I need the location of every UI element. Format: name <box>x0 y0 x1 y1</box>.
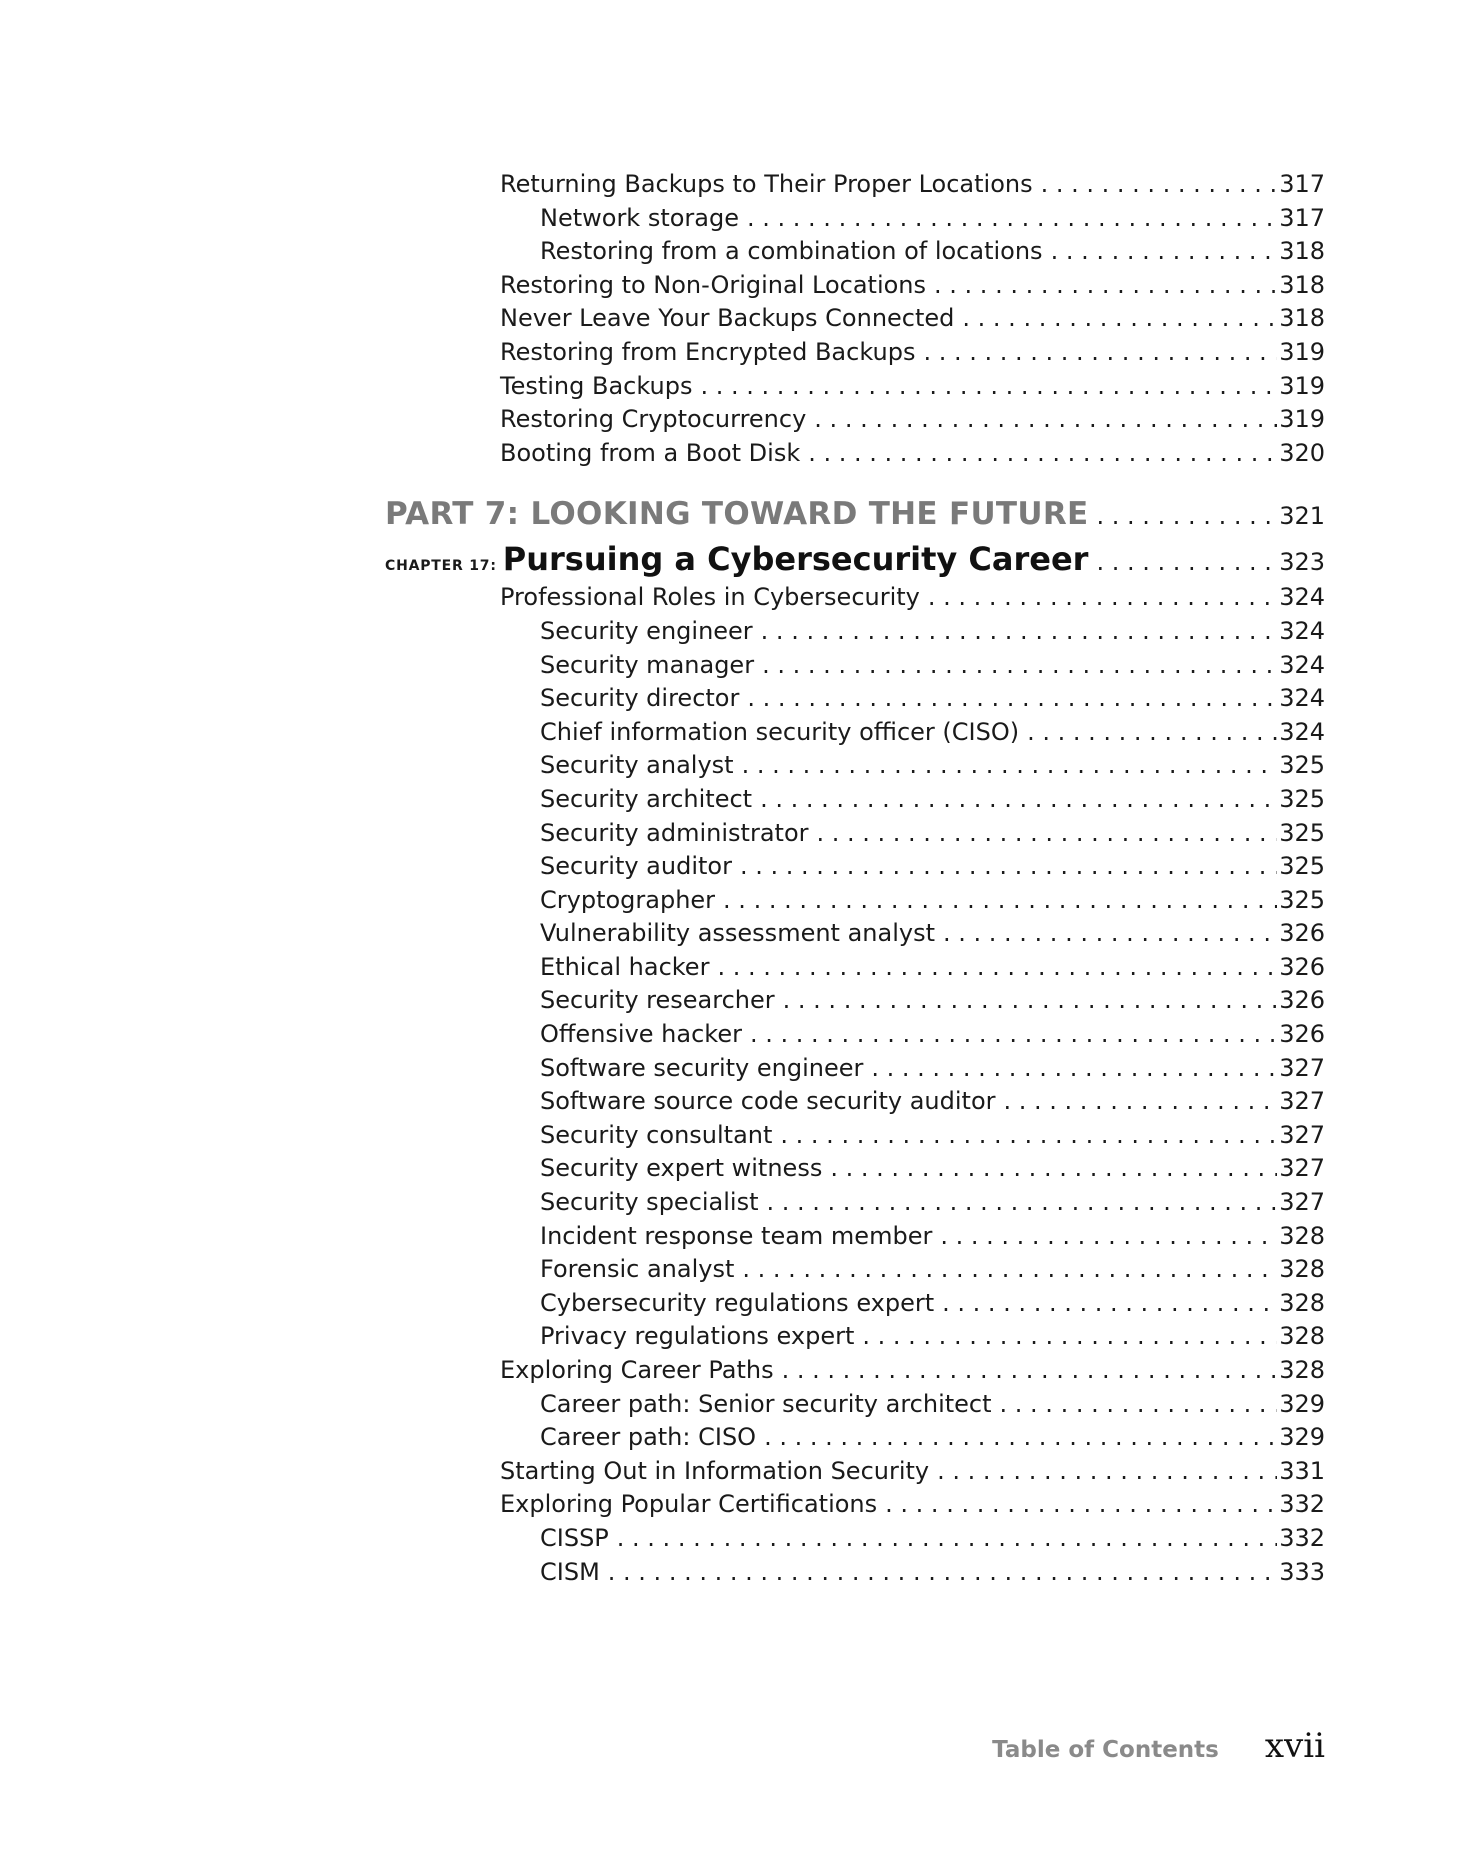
toc-section-entry <box>385 437 1325 471</box>
entry-page-number: 327 <box>1279 1120 1325 1149</box>
entry-page-number: 328 <box>1279 1255 1325 1284</box>
toc-subsection-entry <box>385 1253 1325 1287</box>
entry-page-number: 324 <box>1279 717 1325 746</box>
entry-page-number: 324 <box>1279 616 1325 645</box>
chapter-number: CHAPTER 17: <box>385 558 497 575</box>
entry-title: Offensive hacker <box>540 1020 742 1049</box>
dot-leader <box>871 1052 1277 1086</box>
entry-page-number: 328 <box>1279 1356 1325 1384</box>
toc-subsection-entry <box>385 649 1325 683</box>
entry-page-number: 317 <box>1279 203 1325 232</box>
toc-subsection-entry <box>385 884 1325 918</box>
entry-page-number: 326 <box>1279 919 1325 948</box>
toc-subsection-entry <box>385 1556 1325 1590</box>
footer-section-label: Table of Contents <box>992 1737 1219 1763</box>
entry-page-number: 327 <box>1279 1154 1325 1183</box>
dot-leader <box>928 581 1277 615</box>
toc-subsection-entry <box>385 1421 1325 1455</box>
entry-page-number: 323 <box>1279 548 1325 577</box>
entry-title: Security researcher <box>540 986 775 1015</box>
toc-section-entry <box>385 1488 1325 1522</box>
entry-title: Testing Backups <box>500 371 693 400</box>
toc-subsection-entry <box>385 917 1325 951</box>
entry-page-number: 318 <box>1279 270 1325 299</box>
toc-section-entry <box>385 1455 1325 1489</box>
entry-title: Network storage <box>540 203 740 232</box>
toc-subsection-entry <box>385 235 1325 269</box>
table-of-contents <box>385 168 1325 1589</box>
toc-subsection-entry <box>385 984 1325 1018</box>
dot-leader <box>885 1488 1277 1522</box>
toc-part-heading <box>385 492 1325 537</box>
dot-leader <box>762 649 1277 683</box>
toc-subsection-entry <box>385 202 1325 236</box>
entry-page-number: 325 <box>1279 784 1325 813</box>
dot-leader <box>740 850 1277 884</box>
entry-page-number: 326 <box>1279 952 1325 981</box>
toc-subsection-entry <box>385 817 1325 851</box>
entry-title: Incident response team member <box>540 1221 933 1250</box>
entry-title: Software security engineer <box>540 1053 864 1082</box>
toc-subsection-entry <box>385 1018 1325 1052</box>
entry-page-number: 333 <box>1279 1557 1325 1586</box>
entry-page-number: 325 <box>1279 751 1325 780</box>
toc-subsection-entry <box>385 1287 1325 1321</box>
entry-title: Forensic analyst <box>540 1255 735 1284</box>
entry-title: Security expert witness <box>540 1154 823 1183</box>
entry-title: Security analyst <box>540 751 734 780</box>
entry-page-number: 325 <box>1279 852 1325 881</box>
entry-title: Security director <box>540 684 740 713</box>
entry-title: Security specialist <box>540 1188 759 1217</box>
toc-subsection-entry <box>385 1052 1325 1086</box>
toc-subsection-entry <box>385 682 1325 716</box>
dot-leader <box>608 1556 1277 1590</box>
dot-leader <box>1096 540 1277 581</box>
entry-page-number: 319 <box>1279 337 1325 366</box>
entry-title: Security consultant <box>540 1120 773 1149</box>
entry-title: Cryptographer <box>540 885 716 914</box>
entry-page-number: 324 <box>1279 583 1325 612</box>
entry-page-number: 324 <box>1279 684 1325 713</box>
entry-title: Chief information security officer (CISO) <box>540 717 1020 746</box>
dot-leader <box>764 1421 1277 1455</box>
entry-title: Cybersecurity regulations expert <box>540 1288 935 1317</box>
entry-title: Pursuing a Cybersecurity Career <box>502 540 1089 579</box>
entry-title: PART 7: LOOKING TOWARD THE FUTURE <box>385 496 1089 533</box>
entry-title: Restoring to Non-Original Locations <box>500 270 927 299</box>
entry-title: Restoring from Encrypted Backups <box>500 337 916 366</box>
entry-title: Starting Out in Information Security <box>500 1456 930 1485</box>
entry-title: Security administrator <box>540 818 809 847</box>
toc-section-entry <box>385 1354 1325 1388</box>
entry-title: Security engineer <box>540 616 753 645</box>
entry-page-number: 331 <box>1279 1456 1325 1485</box>
dot-leader <box>817 817 1278 851</box>
entry-page-number: 319 <box>1279 405 1325 434</box>
dot-leader <box>962 302 1277 336</box>
toc-subsection-entry <box>385 716 1325 750</box>
dot-leader <box>1041 168 1278 202</box>
toc-section-entry <box>385 168 1325 202</box>
toc-subsection-entry <box>385 1119 1325 1153</box>
entry-page-number: 319 <box>1279 371 1325 400</box>
dot-leader <box>767 1186 1278 1220</box>
entry-title: Security manager <box>540 650 755 679</box>
dot-leader <box>617 1522 1277 1556</box>
entry-title: Software source code security auditor <box>540 1087 996 1116</box>
entry-page-number: 327 <box>1279 1188 1325 1217</box>
entry-page-number: 318 <box>1279 237 1325 266</box>
entry-page-number: 320 <box>1279 438 1325 467</box>
dot-leader <box>814 403 1277 437</box>
dot-leader <box>937 1455 1277 1489</box>
entry-page-number: 328 <box>1279 1288 1325 1317</box>
dot-leader <box>1051 235 1278 269</box>
toc-subsection-entry <box>385 1522 1325 1556</box>
footer-page-number: xvii <box>1264 1726 1325 1766</box>
dot-leader <box>747 682 1277 716</box>
dot-leader <box>761 615 1278 649</box>
entry-page-number: 328 <box>1279 1221 1325 1250</box>
dot-leader <box>1027 716 1277 750</box>
entry-title: Returning Backups to Their Proper Locations <box>500 170 1033 198</box>
entry-page-number: 329 <box>1279 1389 1325 1418</box>
entry-page-number: 324 <box>1279 650 1325 679</box>
entry-page-number: 321 <box>1279 502 1325 531</box>
toc-section-entry <box>385 403 1325 437</box>
toc-subsection-entry <box>385 1388 1325 1422</box>
toc-subsection-entry <box>385 1186 1325 1220</box>
toc-subsection-entry <box>385 1085 1325 1119</box>
toc-subsection-entry <box>385 749 1325 783</box>
toc-subsection-entry <box>385 615 1325 649</box>
entry-title: Restoring Cryptocurrency <box>500 405 807 434</box>
page-footer <box>992 1726 1325 1766</box>
dot-leader <box>750 1018 1277 1052</box>
toc-subsection-entry <box>385 783 1325 817</box>
dot-leader <box>862 1320 1277 1354</box>
entry-page-number: 318 <box>1279 304 1325 333</box>
dot-leader <box>934 269 1277 303</box>
entry-page-number: 327 <box>1279 1053 1325 1082</box>
entry-page-number: 326 <box>1279 1020 1325 1049</box>
toc-chapter-heading <box>385 537 1325 581</box>
toc-section-entry <box>385 302 1325 336</box>
toc-subsection-entry <box>385 1320 1325 1354</box>
entry-page-number: 326 <box>1279 986 1325 1015</box>
dot-leader <box>742 749 1278 783</box>
entry-page-number: 332 <box>1279 1490 1325 1519</box>
dot-leader <box>783 984 1278 1018</box>
entry-title: Security auditor <box>540 852 732 881</box>
entry-title: Ethical hacker <box>540 952 710 981</box>
dot-leader <box>717 951 1277 985</box>
dot-leader <box>747 202 1277 236</box>
dot-leader <box>742 1253 1277 1287</box>
entry-page-number: 332 <box>1279 1523 1325 1552</box>
dot-leader <box>760 783 1277 817</box>
entry-page-number: 329 <box>1279 1423 1325 1452</box>
entry-title: Career path: CISO <box>540 1423 757 1452</box>
entry-title: Vulnerability assessment analyst <box>540 919 935 948</box>
entry-title: Restoring from a combination of locations <box>540 237 1043 266</box>
dot-leader <box>808 437 1277 471</box>
toc-section-entry <box>385 370 1325 404</box>
entry-title: CISSP <box>540 1523 609 1552</box>
dot-leader <box>1004 1085 1278 1119</box>
toc-subsection-entry <box>385 1152 1325 1186</box>
dot-leader <box>780 1119 1277 1153</box>
toc-subsection-entry <box>385 1220 1325 1254</box>
entry-page-number: 317 <box>1279 170 1325 198</box>
entry-page-number: 325 <box>1279 818 1325 847</box>
dot-leader <box>1097 494 1278 537</box>
entry-title: Booting from a Boot Disk <box>500 438 801 467</box>
dot-leader <box>942 1287 1277 1321</box>
dot-leader <box>782 1354 1278 1388</box>
entry-page-number: 325 <box>1279 885 1325 914</box>
dot-leader <box>700 370 1277 404</box>
entry-title: CISM <box>540 1557 600 1586</box>
entry-title: Professional Roles in Cybersecurity <box>500 583 920 612</box>
toc-section-entry <box>385 581 1325 615</box>
entry-title: Career path: Senior security architect <box>540 1389 992 1418</box>
toc-section-entry <box>385 336 1325 370</box>
entry-title: Security architect <box>540 784 753 813</box>
dot-leader <box>723 884 1277 918</box>
dot-leader <box>923 336 1277 370</box>
entry-title: Exploring Career Paths <box>500 1356 774 1384</box>
dot-leader <box>943 917 1277 951</box>
toc-subsection-entry <box>385 850 1325 884</box>
dot-leader <box>1000 1388 1278 1422</box>
entry-title: Exploring Popular Certifications <box>500 1490 878 1519</box>
entry-page-number: 328 <box>1279 1322 1325 1351</box>
entry-title: Never Leave Your Backups Connected <box>500 304 955 333</box>
dot-leader <box>940 1220 1277 1254</box>
entry-page-number: 327 <box>1279 1087 1325 1116</box>
dot-leader <box>830 1152 1277 1186</box>
toc-section-entry <box>385 269 1325 303</box>
toc-subsection-entry <box>385 951 1325 985</box>
entry-title: Privacy regulations expert <box>540 1322 855 1351</box>
